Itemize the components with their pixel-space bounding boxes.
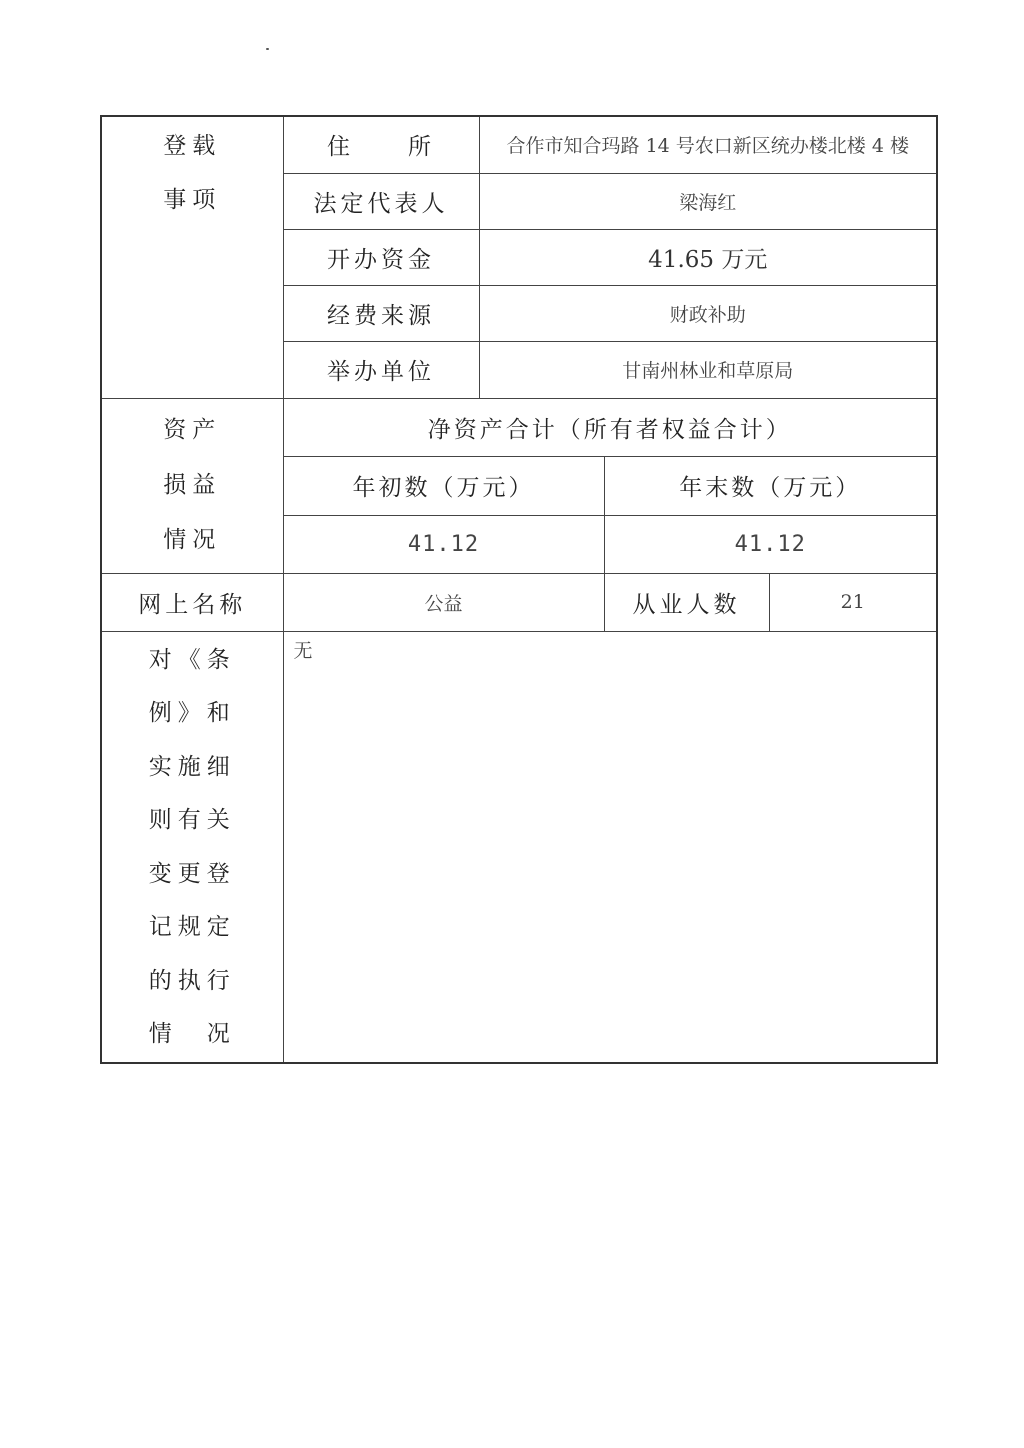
assets-label-line-2: 损益 <box>163 472 222 498</box>
execution-label-line-7: 的执行 <box>148 967 236 994</box>
execution-label-line-3: 实施细 <box>148 753 236 780</box>
online-name-value: 公益 <box>283 573 604 631</box>
execution-label-line-6: 记规定 <box>148 914 236 940</box>
legal-representative-value: 梁海红 <box>479 173 937 229</box>
start-up-fund-value: 41.65 万元 <box>479 229 937 285</box>
staff-count-value: 21 <box>769 573 937 631</box>
year-end-label: 年末数（万元） <box>604 456 937 515</box>
execution-label-line-2: 例》和 <box>148 700 236 726</box>
online-name-label: 网上名称 <box>101 573 283 631</box>
execution-label-line-1: 对《条 <box>148 646 236 673</box>
scan-speck <box>266 48 269 50</box>
assets-label-line-3: 情况 <box>163 527 222 553</box>
assets-section-label <box>101 398 283 573</box>
funding-source-label: 经费来源 <box>283 285 479 341</box>
assets-label-line-1: 资产 <box>163 417 222 443</box>
registration-report-table <box>100 115 938 1064</box>
year-begin-value: 41.12 <box>283 515 604 573</box>
registration-label-line-1: 登载 <box>163 133 222 159</box>
registration-label-line-2: 事项 <box>163 187 222 213</box>
address-label: 住 所 <box>283 116 479 173</box>
net-assets-header: 净资产合计（所有者权益合计） <box>283 398 937 456</box>
address-value: 合作市知合玛路 14 号农口新区统办楼北楼 4 楼 <box>479 116 937 173</box>
execution-label-line-5: 变更登 <box>148 860 236 887</box>
execution-value: 无 <box>283 631 937 1063</box>
year-end-value: 41.12 <box>604 515 937 573</box>
execution-label-line-8: 情 况 <box>148 1021 236 1047</box>
start-up-fund-label: 开办资金 <box>283 229 479 285</box>
funding-source-value: 财政补助 <box>479 285 937 341</box>
execution-label-line-4: 则有关 <box>148 807 236 833</box>
registration-section-label <box>101 116 283 398</box>
sponsor-unit-label: 举办单位 <box>283 341 479 398</box>
sponsor-unit-value: 甘南州林业和草原局 <box>479 341 937 398</box>
legal-representative-label: 法定代表人 <box>283 173 479 229</box>
year-begin-label: 年初数（万元） <box>283 456 604 515</box>
staff-count-label: 从业人数 <box>604 573 769 631</box>
execution-section-label <box>101 631 283 1063</box>
